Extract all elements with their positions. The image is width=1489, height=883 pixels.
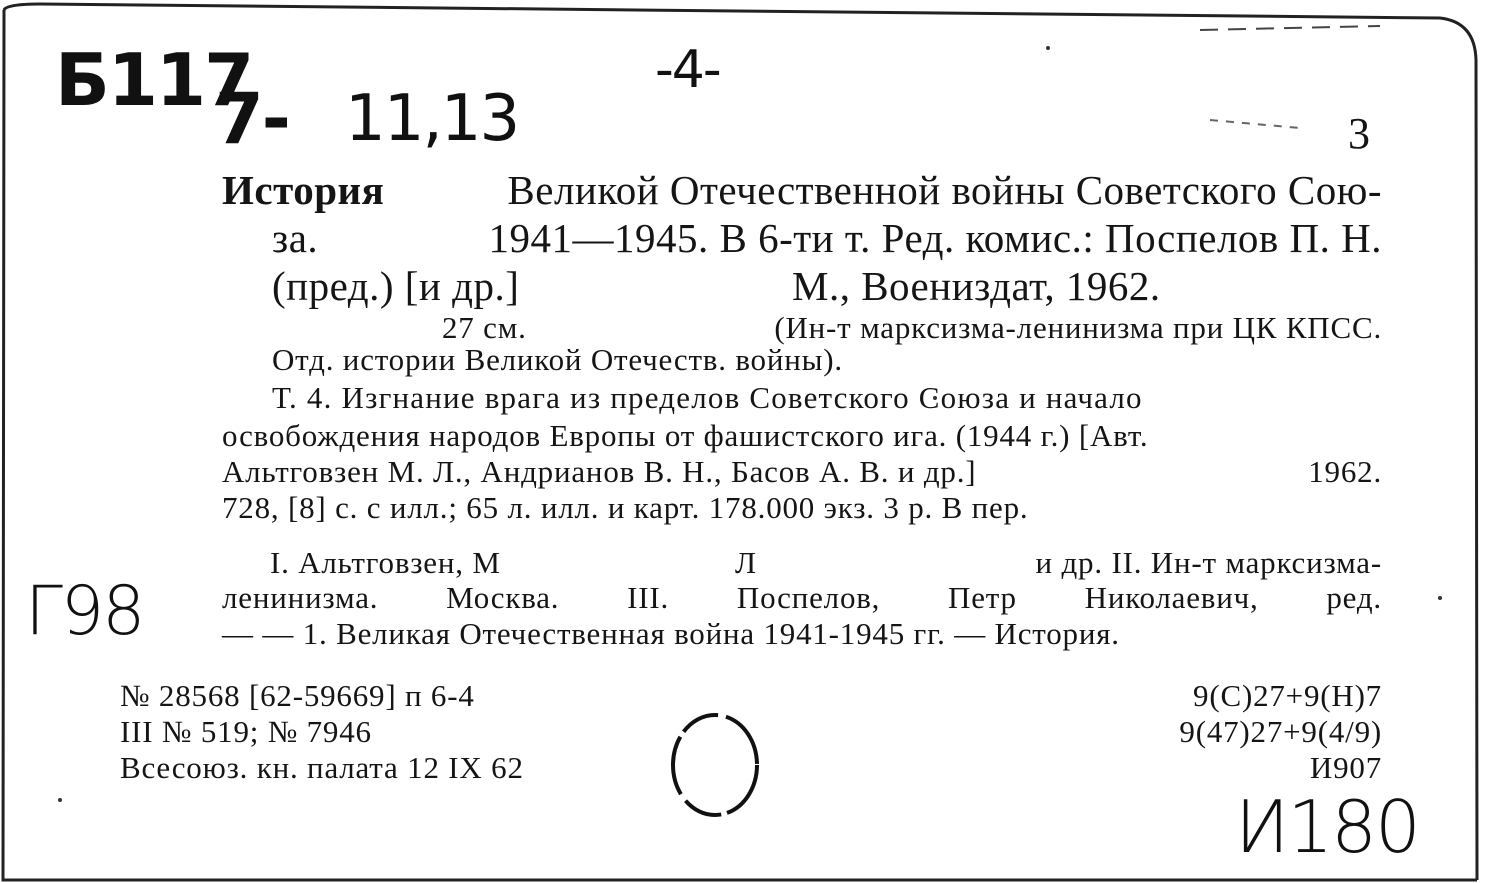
tracing-author: I. Альтговзен, М: [270, 545, 501, 580]
footer-right-line-2: 9(47)27+9(4/9): [1179, 714, 1382, 749]
tracing-2a: ленинизма.: [222, 580, 379, 615]
footer-right-line-3: И907: [1309, 750, 1382, 785]
card-number: 3: [1348, 109, 1370, 158]
entry-line-1: [222, 166, 1382, 214]
tracing-2b: Москва.: [446, 580, 560, 615]
tracing-others: и др. II. Ин-т марксизма-: [1035, 545, 1382, 580]
handwritten-shelf-mark: 7-: [215, 78, 289, 160]
footer-right-line-1: 9(С)27+9(Н)7: [1193, 678, 1382, 713]
entry-title-lead: История: [222, 167, 385, 213]
handwritten-shelf-code: Г98: [25, 572, 144, 651]
entry-editors-etal: (пред.) [и др.]: [272, 263, 520, 309]
volume-year: 1962.: [1308, 454, 1382, 489]
handwritten-inventory: И180: [1235, 785, 1419, 869]
handwritten-call-number: Б117: [55, 38, 253, 122]
volume-authors: Альтговзен М. Л., Андрианов В. Н., Басов А. В. и др.]: [222, 454, 977, 489]
tracings-line-1: [270, 545, 1382, 581]
entry-dates-editors: 1941—1945. В 6-ти т. Ред. комис.: Поспелов П. Н.: [488, 215, 1382, 261]
volume-line-4: 728, [8] с. с илл.; 65 л. илл. и карт. 178.000 экз. 3 р. В пер.: [222, 490, 1029, 525]
entry-title-rest: Великой Отечественной войны Советского Сою-: [507, 167, 1382, 213]
tracing-2c: III.: [627, 580, 670, 615]
tracing-2e: Петр: [948, 580, 1017, 615]
tracings-line-3: — — 1. Великая Отечественная война 1941-1945 гг. — История.: [222, 616, 1120, 651]
entry-line-3: [272, 262, 1272, 310]
volume-line-2: освобождения народов Европы от фашистского ига. (1944 г.) [Авт.: [222, 418, 1149, 453]
tracing-2f: Николаевич,: [1084, 580, 1259, 615]
entry-line-5: Отд. истории Великой Отечеств. войны).: [272, 342, 843, 377]
entry-series: (Ин-т марксизма-ленинизма при ЦК КПСС.: [774, 310, 1382, 345]
entry-line-4: [442, 310, 1382, 346]
footer-left-line-3: Всесоюз. кн. палата 12 IX 62: [120, 750, 524, 785]
entry-imprint: М., Воениздат, 1962.: [792, 263, 1161, 309]
handwritten-dash-mark: -4-: [655, 40, 720, 100]
tracing-2d: Поспелов,: [736, 580, 881, 615]
handwritten-volumes: 11,13: [345, 82, 519, 156]
footer-left-line-2: III № 519; № 7946: [120, 714, 372, 749]
volume-line-3: [222, 454, 1382, 490]
entry-title-tail: за.: [272, 215, 319, 261]
entry-size: 27 см.: [442, 310, 527, 345]
entry-line-2: [272, 214, 1382, 262]
punched-hole-icon: [660, 705, 770, 825]
tracing-initial: Л: [735, 545, 757, 580]
tracings-line-2: [222, 580, 1382, 616]
volume-line-1: Т. 4. Изгнание врага из пределов Советского Союза и начало: [272, 380, 1143, 415]
footer-left-line-1: № 28568 [62-59669] п 6-4: [120, 678, 475, 713]
tracing-2g: ред.: [1326, 580, 1382, 615]
